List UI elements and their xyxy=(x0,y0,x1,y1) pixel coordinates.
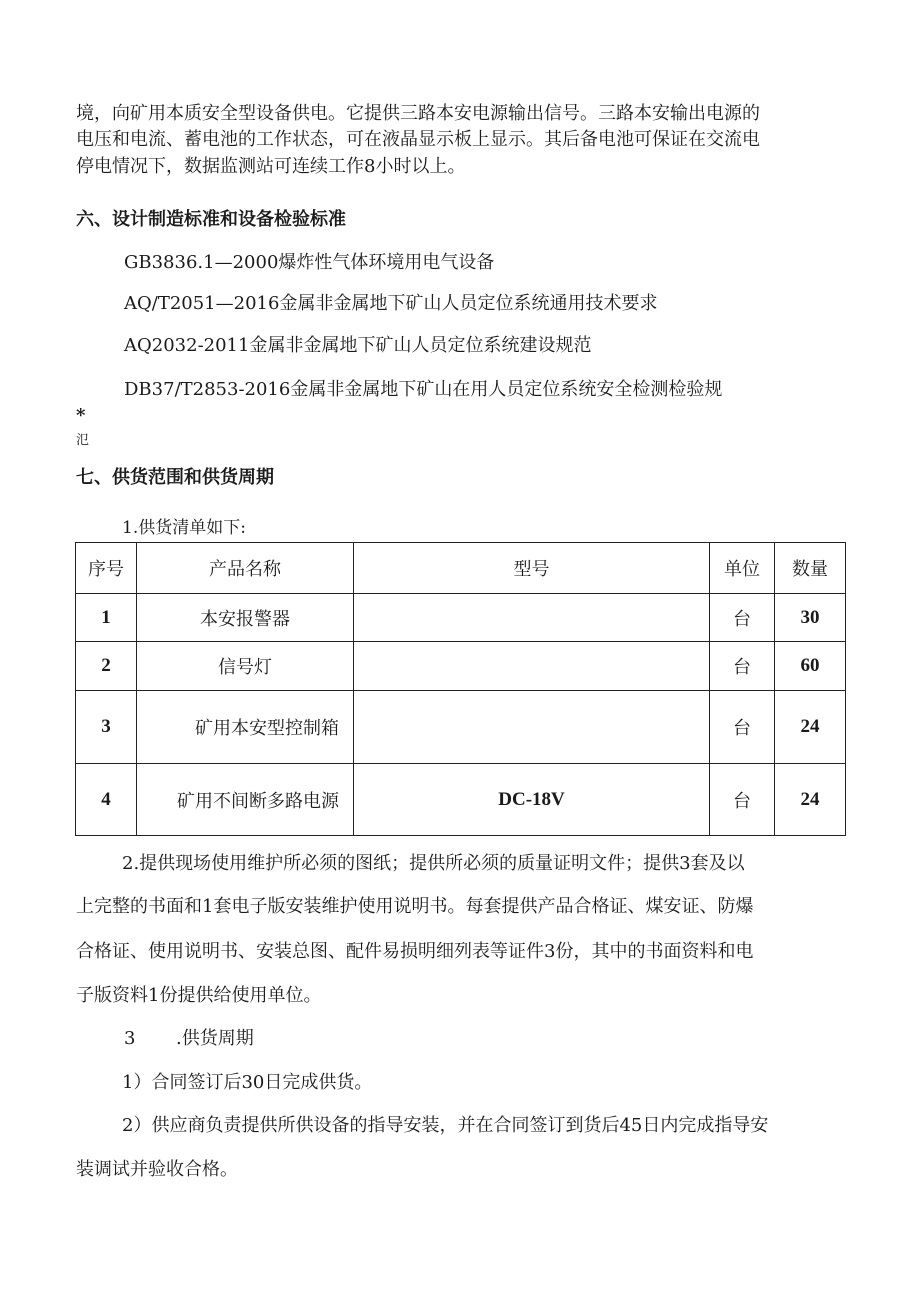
header-no: 序号 xyxy=(76,543,137,594)
row-no: 4 xyxy=(76,764,137,836)
row-model xyxy=(354,594,710,642)
row-no: 3 xyxy=(76,691,137,764)
row-qty: 60 xyxy=(775,642,846,691)
row-unit: 台 xyxy=(710,642,775,691)
row-unit: 台 xyxy=(710,594,775,642)
standard-3: AQ2032-2011金属非金属地下矿山人员定位系统建设规范 xyxy=(124,335,592,356)
artifact-star: * xyxy=(76,405,86,426)
item2-line-2: 上完整的书面和1套电子版安装维护使用说明书。每套提供产品合格证、煤安证、防爆 xyxy=(76,896,754,917)
period-2-line-1: 2）供应商负责提供所供设备的指导安装，并在合同签订到货后45日内完成指导安 xyxy=(122,1115,769,1136)
intro-line-2: 电压和电流、蓄电池的工作状态，可在液晶显示板上显示。其后备电池可保证在交流电 xyxy=(76,129,760,150)
item2-line-1: 2.提供现场使用维护所必须的图纸；提供所必须的质量证明文件；提供3套及以 xyxy=(122,853,745,874)
header-unit: 单位 xyxy=(710,543,775,594)
supply-list-intro: 1.供货清单如下: xyxy=(122,518,246,538)
row-unit: 台 xyxy=(710,764,775,836)
row-name: 本安报警器 xyxy=(137,594,354,642)
section6-heading: 六、设计制造标准和设备检验标准 xyxy=(76,209,346,230)
table-row xyxy=(76,764,846,836)
row-qty: 24 xyxy=(775,764,846,836)
artifact-char: 氾 xyxy=(76,433,90,448)
table-row xyxy=(76,642,846,691)
header-model: 型号 xyxy=(354,543,710,594)
standard-4: DB37/T2853-2016金属非金属地下矿山在用人员定位系统安全检测检验规 xyxy=(124,379,723,400)
item2-line-3: 合格证、使用说明书、安装总图、配件易损明细列表等证件3份，其中的书面资料和电 xyxy=(76,941,754,962)
period-2-line-2: 装调试并验收合格。 xyxy=(76,1159,238,1180)
item3-number: 3 xyxy=(124,1028,136,1049)
row-model xyxy=(354,642,710,691)
row-name: 矿用本安型控制箱 xyxy=(137,691,354,764)
item3-label: .供货周期 xyxy=(176,1028,254,1049)
row-name: 信号灯 xyxy=(137,642,354,691)
row-model: DC-18V xyxy=(354,764,710,836)
row-no: 2 xyxy=(76,642,137,691)
period-1: 1）合同签订后30日完成供货。 xyxy=(122,1072,373,1093)
header-qty: 数量 xyxy=(775,543,846,594)
supply-table xyxy=(75,542,846,836)
table-header-row xyxy=(76,543,846,594)
standard-2: AQ/T2051—2016金属非金属地下矿山人员定位系统通用技术要求 xyxy=(124,293,658,314)
intro-line-1: 境，向矿用本质安全型设备供电。它提供三路本安电源输出信号。三路本安输出电源的 xyxy=(76,103,760,124)
item2-line-4: 子版资料1份提供给使用单位。 xyxy=(76,985,322,1006)
row-name: 矿用不间断多路电源 xyxy=(137,764,354,836)
intro-line-3: 停电情况下，数据监测站可连续工作8小时以上。 xyxy=(76,156,466,177)
row-qty: 24 xyxy=(775,691,846,764)
header-name: 产品名称 xyxy=(137,543,354,594)
row-unit: 台 xyxy=(710,691,775,764)
standard-1: GB3836.1—2000爆炸性气体环境用电气设备 xyxy=(124,252,495,273)
table-row xyxy=(76,691,846,764)
row-qty: 30 xyxy=(775,594,846,642)
section7-heading: 七、供货范围和供货周期 xyxy=(76,467,274,488)
row-model xyxy=(354,691,710,764)
row-no: 1 xyxy=(76,594,137,642)
table-row xyxy=(76,594,846,642)
